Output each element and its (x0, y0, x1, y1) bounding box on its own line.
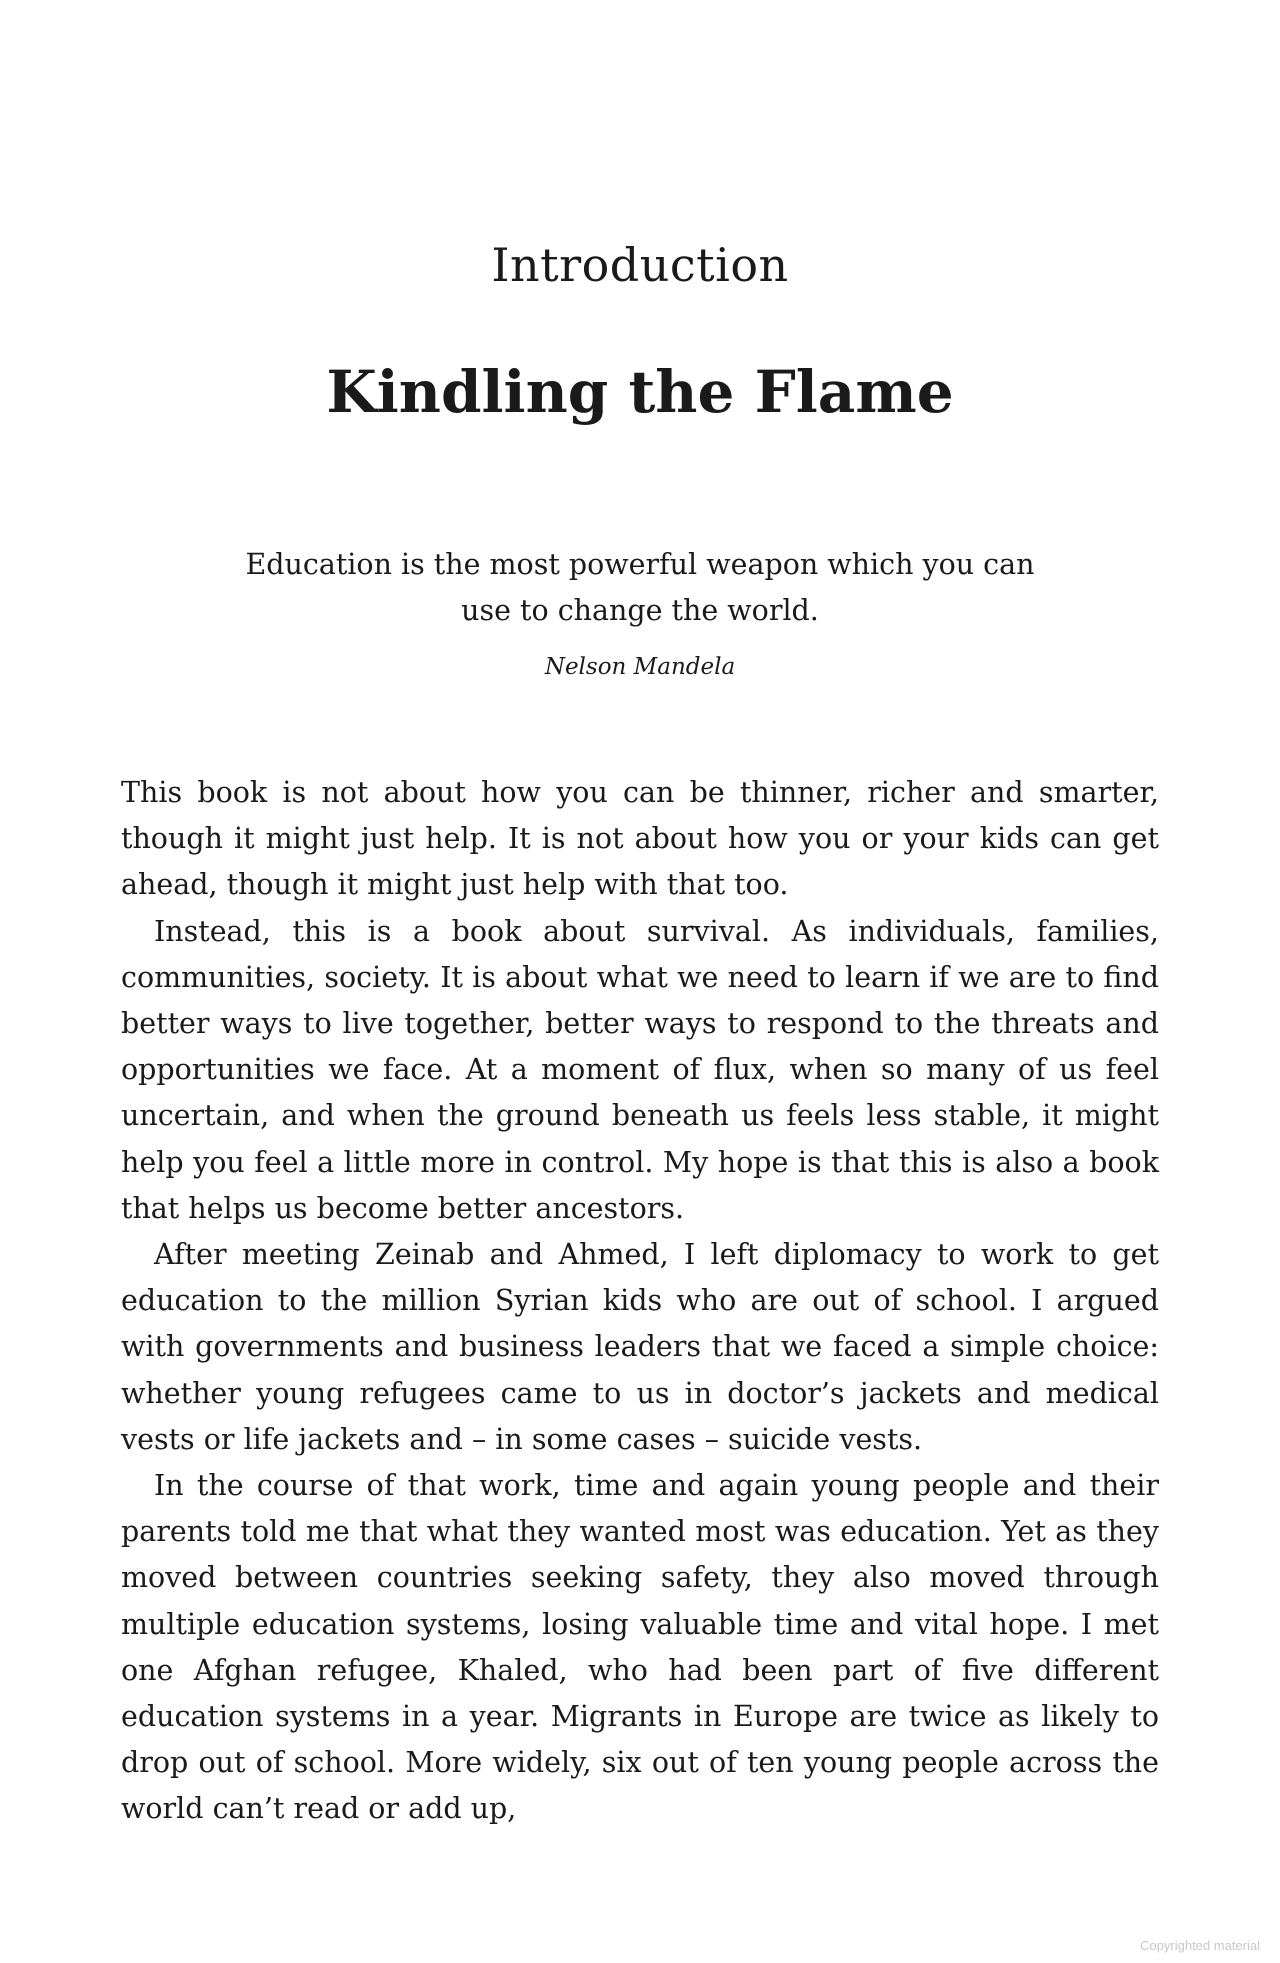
body-text (121, 770, 1159, 1833)
chapter-title: Kindling the Flame (326, 358, 954, 426)
epigraph-quote: Education is the most powerful weapon which you can use to change the world. (245, 548, 1035, 627)
epigraph (220, 542, 1060, 680)
paragraph-3: After meeting Zeinab and Ahmed, I left diplomacy to work to get education to the million Syrian kids who are out of school. I argued with governments and business leaders that we faced a simple choice: whether young refugees came to us in doctor’s jackets and medical vests or life jackets and – in some cases – suicide vests. (121, 1238, 1159, 1456)
chapter-label: Introduction (491, 238, 789, 292)
paragraph-1: This book is not about how you can be thinner, richer and smarter, though it might just help. It is not about how you or your kids can get ahead, though it might just help with that too. (121, 776, 1159, 902)
copyright-watermark: Copyrighted material (1140, 1938, 1260, 1953)
paragraph-4: In the course of that work, time and again young people and their parents told me that what they wanted most was education. Yet as they moved between countries seeking safety, they also moved through multiple education systems, losing valuable time and vital hope. I met one Afghan refugee, Khaled, who had been part of five different education systems in a year. Migrants in Europe are twice as likely to drop out of school. More widely, six out of ten young people across the world can’t read or add up, (121, 1469, 1159, 1826)
paragraph-2: Instead, this is a book about survival. As individuals, families, communities, society. It is about what we need to learn if we are to find better ways to live together, better ways to respond to the threats and opportunities we face. At a moment of flux, when so many of us feel uncertain, and when the ground beneath us feels less stable, it might help you feel a little more in control. My hope is that this is also a book that helps us become better ancestors. (121, 914, 1159, 1225)
epigraph-attribution: Nelson Mandela (544, 654, 736, 680)
